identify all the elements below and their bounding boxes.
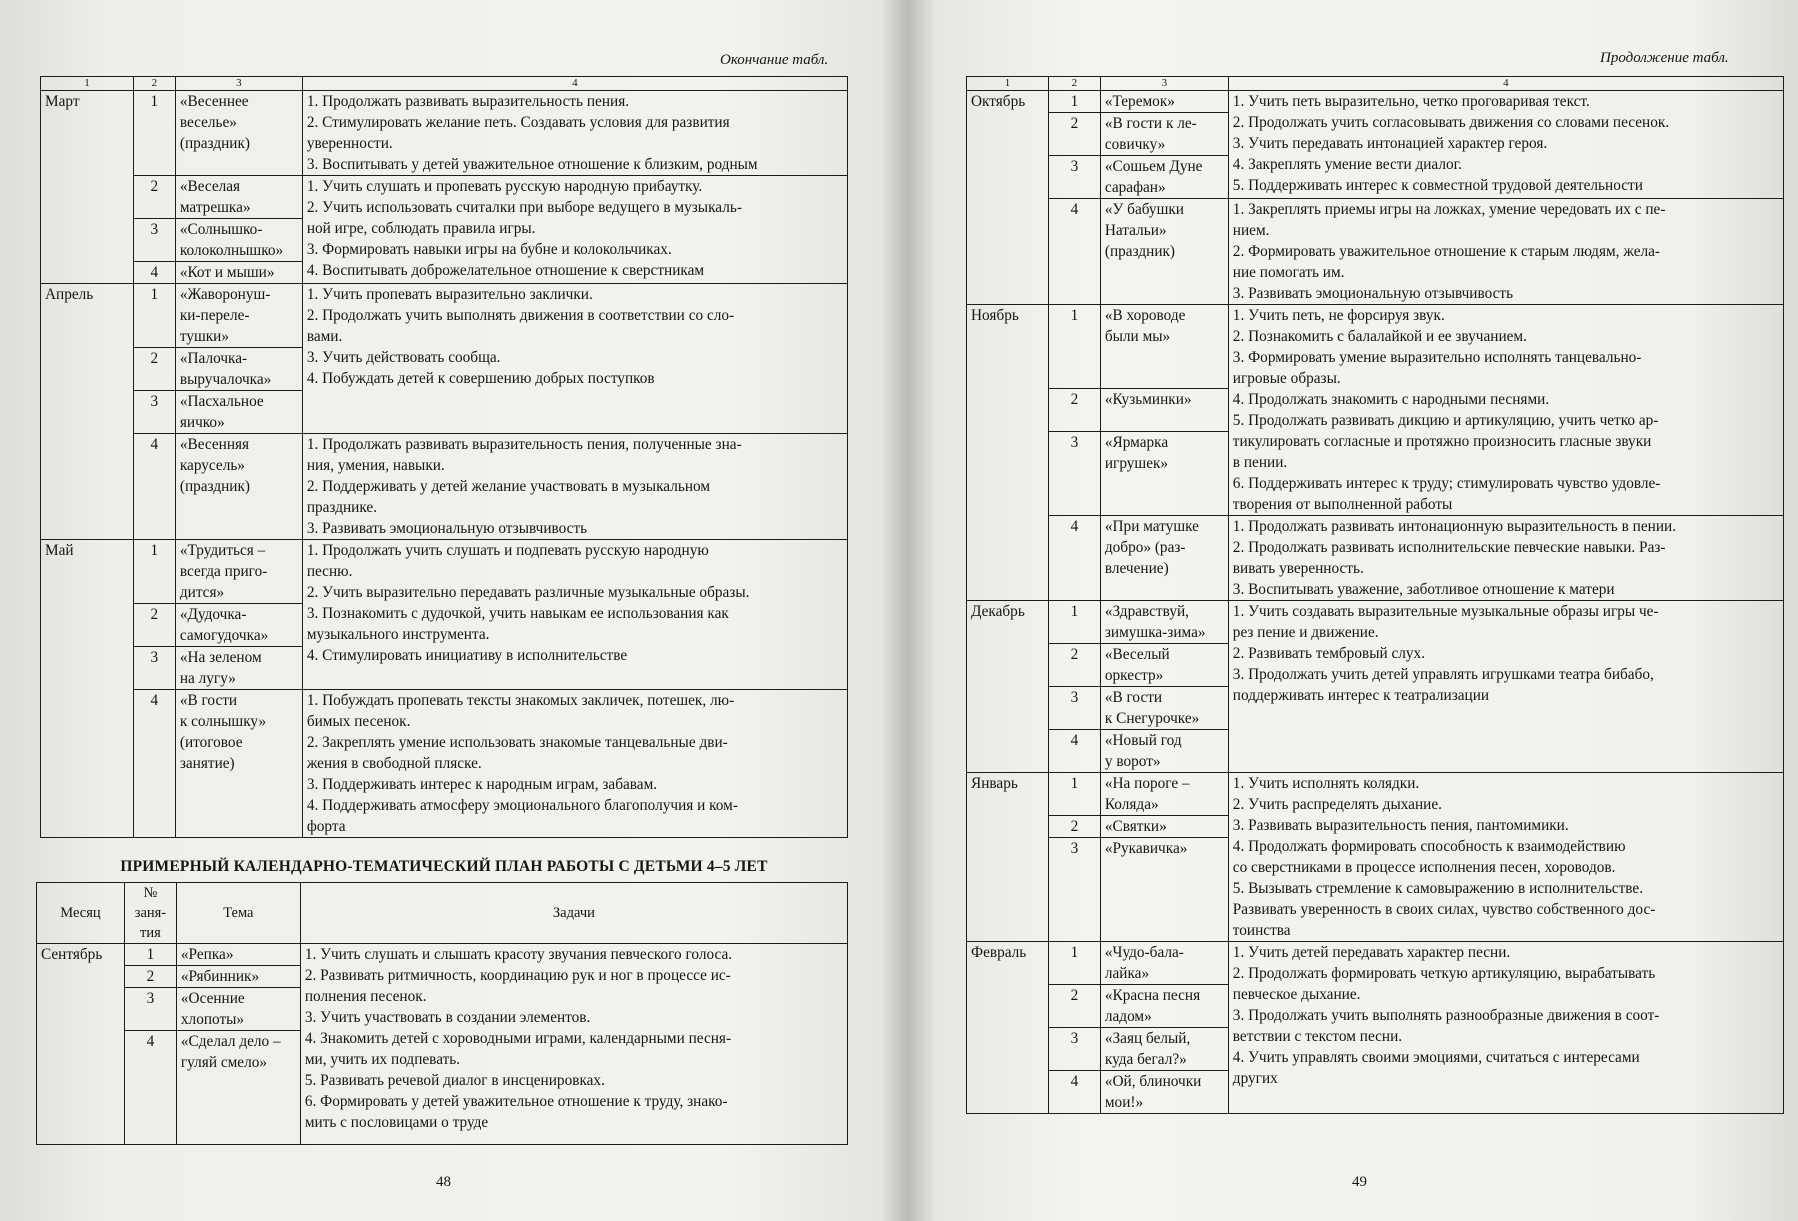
theme-cell: «У бабушки Натальи» (праздник) <box>1100 199 1228 305</box>
theme-cell: «При матушке добро» (раз- влечение) <box>1100 516 1228 601</box>
lesson-num: 2 <box>1048 816 1100 838</box>
plan-title: ПРИМЕРНЫЙ КАЛЕНДАРНО-ТЕМАТИЧЕСКИЙ ПЛАН РАБОТЫ С ДЕТЬМИ 4–5 ЛЕТ <box>120 858 768 875</box>
lesson-num: 4 <box>1048 730 1100 773</box>
header-theme: Тема <box>176 883 300 944</box>
theme-cell: «Святки» <box>1100 816 1228 838</box>
table-plan-4-5 <box>36 882 848 1145</box>
theme-cell: «Жаворонуш- ки-переле- тушки» <box>175 284 302 348</box>
theme-cell: «Ой, блиночки мои!» <box>1100 1071 1228 1114</box>
tasks-cell: 1. Учить детей передавать характер песни. 2. Продолжать формировать четкую артикуляцию, вырабатывать певческое дыхание. 3. Продолжать учить выполнять разнообразные движения в соот- ветствии с текстом песни. 4. Учить управлять своими эмоциями, считаться с интересами других <box>1228 942 1783 1114</box>
theme-cell: «На зеленом на лугу» <box>175 647 302 690</box>
lesson-num: 3 <box>124 988 176 1031</box>
tasks-cell: 1. Учить слушать и слышать красоту звучания певческого голоса. 2. Развивать ритмичность, координацию рук и ног в процессе ис- полнения песенок. 3. Учить участвовать в создании элементов. 4. Знакомить детей с хороводными играми, календарными песня- ми, учить их подпевать. 5. Развивать речевой диалог в инсценировках. 6. Формировать у детей уважительное отношение к труду, знако- мить с пословицами о труде <box>300 944 847 1145</box>
lesson-num: 1 <box>133 284 175 348</box>
lesson-num: 2 <box>133 348 175 391</box>
lesson-num: 4 <box>1048 199 1100 305</box>
theme-cell: «Весенняя карусель» (праздник) <box>175 434 302 540</box>
lesson-num: 1 <box>1048 91 1100 113</box>
header-tasks: Задачи <box>300 883 847 944</box>
table-row <box>37 944 848 966</box>
theme-cell: «Весеннее веселье» (праздник) <box>175 91 302 176</box>
lesson-num: 3 <box>1048 431 1100 515</box>
theme-cell: «Веселая матрешка» <box>175 176 302 219</box>
theme-cell: «В гости к ле- совичку» <box>1100 113 1228 156</box>
lesson-num: 1 <box>1048 305 1100 389</box>
header-month: Месяц <box>37 883 125 944</box>
tasks-cell: 1. Учить создавать выразительные музыкальные образы игры че- рез пение и движение. 2. Развивать тембровый слух. 3. Продолжать учить детей управлять игрушками театра бибабо, поддерживать интерес к театрализации <box>1228 601 1783 773</box>
theme-cell: «Репка» <box>176 944 300 966</box>
theme-cell: «Заяц белый, куда бегал?» <box>1100 1028 1228 1071</box>
table-continuation <box>966 76 1784 1114</box>
table-row <box>967 601 1784 644</box>
lesson-num: 1 <box>133 540 175 604</box>
month-cell: Сентябрь <box>37 944 125 1145</box>
running-title: Окончание табл. <box>720 52 829 68</box>
lesson-num: 2 <box>1048 985 1100 1028</box>
lesson-num: 2 <box>1048 644 1100 687</box>
col-4: 4 <box>1228 77 1783 91</box>
tasks-cell: 1. Продолжать развивать интонационную выразительность в пении. 2. Продолжать развивать исполнительские певческие навыки. Раз- вивать уверенность. 3. Воспитывать уважение, заботливое отношение к матери <box>1228 516 1783 601</box>
month-cell: Октябрь <box>967 91 1049 305</box>
tasks-cell: 1. Закреплять приемы игры на ложках, умение чередовать их с пе- нием. 2. Формировать уважительное отношение к старым людям, жела- ние помогать им. 3. Развивать эмоциональную отзывчивость <box>1228 199 1783 305</box>
tasks-cell: 1. Продолжать развивать выразительность пения. 2. Стимулировать желание петь. Создавать условия для развития уверенности. 3. Воспитывать у детей уважительное отношение к близким, родным <box>302 91 847 176</box>
left-page <box>0 0 880 1221</box>
lesson-num: 3 <box>1048 838 1100 942</box>
table-row <box>967 942 1784 985</box>
theme-cell: «В гости к Снегурочке» <box>1100 687 1228 730</box>
lesson-num: 1 <box>1048 601 1100 644</box>
lesson-num: 1 <box>124 944 176 966</box>
lesson-num: 2 <box>1048 389 1100 432</box>
month-cell: Апрель <box>41 284 134 540</box>
tasks-cell: 1. Побуждать пропевать тексты знакомых закличек, потешек, лю- бимых песенок. 2. Закреплять умение использовать знакомые танцевальные дви- жения в свободной пляске. 3. Поддерживать интерес к народным играм, забавам. 4. Поддерживать атмосферу эмоционального благополучия и ком- форта <box>302 690 847 838</box>
lesson-num: 3 <box>1048 1028 1100 1071</box>
lesson-num: 1 <box>1048 942 1100 985</box>
theme-cell: «Кот и мыши» <box>175 262 302 284</box>
theme-cell: «Кузьминки» <box>1100 389 1228 432</box>
month-cell: Март <box>41 91 134 284</box>
right-page <box>920 0 1798 1221</box>
table-row <box>967 91 1784 113</box>
col-2: 2 <box>1048 77 1100 91</box>
month-cell: Январь <box>967 773 1049 942</box>
theme-cell: «В гости к солнышку» (итоговое занятие) <box>175 690 302 838</box>
theme-cell: «Дудочка- самогудочка» <box>175 604 302 647</box>
lesson-num: 3 <box>133 219 175 262</box>
column-number-row <box>41 77 848 91</box>
tasks-cell: 1. Продолжать развивать выразительность пения, полученные зна- ния, умения, навыки. 2. Поддерживать у детей желание участвовать в музыкальном празднике. 3. Развивать эмоциональную отзывчивость <box>302 434 847 540</box>
theme-cell: «Сошьем Дуне сарафан» <box>1100 156 1228 199</box>
lesson-num: 4 <box>1048 1071 1100 1114</box>
col-1: 1 <box>967 77 1049 91</box>
running-title: Продолжение табл. <box>1600 50 1729 66</box>
table-row <box>967 305 1784 389</box>
lesson-num: 1 <box>133 91 175 176</box>
theme-cell: «Осенние хлопоты» <box>176 988 300 1031</box>
col-2: 2 <box>133 77 175 91</box>
month-cell: Ноябрь <box>967 305 1049 601</box>
tasks-cell: 1. Учить петь, не форсируя звук. 2. Познакомить с балалайкой и ее звучанием. 3. Формировать умение выразительно исполнять танцевально- игровые образы. 4. Продолжать знакомить с народными песнями. 5. Продолжать развивать дикцию и артикуляцию, учить четко ар- тикулировать согласные и протяжно произносить гласные звуки в пении. 6. Поддерживать интерес к труду; стимулировать чувство удовле- творения от выполненной работы <box>1228 305 1783 516</box>
lesson-num: 4 <box>133 434 175 540</box>
lesson-num: 4 <box>133 262 175 284</box>
column-number-row <box>967 77 1784 91</box>
lesson-num: 3 <box>1048 156 1100 199</box>
month-cell: Февраль <box>967 942 1049 1114</box>
lesson-num: 2 <box>1048 113 1100 156</box>
col-3: 3 <box>175 77 302 91</box>
table-row <box>41 540 848 604</box>
table-row <box>41 176 848 219</box>
lesson-num: 3 <box>133 647 175 690</box>
tasks-cell: 1. Учить слушать и пропевать русскую народную прибаутку. 2. Учить использовать считалки при выборе ведущего в музыкаль- ной игре, соблюдать правила игры. 3. Формировать навыки игры на бубне и колокольчиках. 4. Воспитывать доброжелательное отношение к сверстникам <box>302 176 847 284</box>
theme-cell: «В хороводе были мы» <box>1100 305 1228 389</box>
theme-cell: «Трудиться – всегда приго- дится» <box>175 540 302 604</box>
theme-cell: «Ярмарка игрушек» <box>1100 431 1228 515</box>
page-number: 48 <box>436 1174 451 1190</box>
theme-cell: «Здравствуй, зимушка-зима» <box>1100 601 1228 644</box>
table-row <box>967 773 1784 816</box>
page-number: 49 <box>1352 1174 1367 1190</box>
theme-cell: «Рукавичка» <box>1100 838 1228 942</box>
lesson-num: 1 <box>1048 773 1100 816</box>
month-cell: Декабрь <box>967 601 1049 773</box>
table-row <box>967 516 1784 601</box>
tasks-cell: 1. Продолжать учить слушать и подпевать русскую народную песню. 2. Учить выразительно передавать различные музыкальные образы. 3. Познакомить с дудочкой, учить навыкам ее использования как музыкального инструмента. 4. Стимулировать инициативу в исполнительстве <box>302 540 847 690</box>
tasks-cell: 1. Учить пропевать выразительно заклички. 2. Продолжать учить выполнять движения в соответствии со сло- вами. 3. Учить действовать сообща. 4. Побуждать детей к совершению добрых поступков <box>302 284 847 434</box>
lesson-num: 4 <box>124 1031 176 1145</box>
table-row <box>41 434 848 540</box>
table-row <box>41 690 848 838</box>
table-header-row <box>37 883 848 944</box>
lesson-num: 2 <box>124 966 176 988</box>
theme-cell: «Новый год у ворот» <box>1100 730 1228 773</box>
table-continuation <box>40 76 848 838</box>
theme-cell: «Пасхальное яичко» <box>175 391 302 434</box>
theme-cell: «Красна песня ладом» <box>1100 985 1228 1028</box>
theme-cell: «Теремок» <box>1100 91 1228 113</box>
col-3: 3 <box>1100 77 1228 91</box>
lesson-num: 4 <box>133 690 175 838</box>
lesson-num: 3 <box>1048 687 1100 730</box>
table-row <box>41 91 848 176</box>
month-cell: Май <box>41 540 134 838</box>
theme-cell: «Веселый оркестр» <box>1100 644 1228 687</box>
theme-cell: «Солнышко- колоколнышко» <box>175 219 302 262</box>
theme-cell: «Чудо-бала- лайка» <box>1100 942 1228 985</box>
header-lesson-number: № заня- тия <box>124 883 176 944</box>
lesson-num: 4 <box>1048 516 1100 601</box>
col-4: 4 <box>302 77 847 91</box>
theme-cell: «Сделал дело – гуляй смело» <box>176 1031 300 1145</box>
theme-cell: «На пороге – Коляда» <box>1100 773 1228 816</box>
lesson-num: 3 <box>133 391 175 434</box>
table-row <box>41 284 848 348</box>
tasks-cell: 1. Учить петь выразительно, четко проговаривая текст. 2. Продолжать учить согласовывать движения со словами песенок. 3. Учить передавать интонацией характер героя. 4. Закреплять умение вести диалог. 5. Поддерживать интерес к совместной трудовой деятельности <box>1228 91 1783 199</box>
theme-cell: «Палочка- выручалочка» <box>175 348 302 391</box>
col-1: 1 <box>41 77 134 91</box>
theme-cell: «Рябинник» <box>176 966 300 988</box>
tasks-cell: 1. Учить исполнять колядки. 2. Учить распределять дыхание. 3. Развивать выразительность пения, пантомимики. 4. Продолжать формировать способность к взаимодействию со сверстниками в процессе исполнения песен, хороводов. 5. Вызывать стремление к самовыражению в исполнительстве. Развивать уверенность в своих силах, чувство собственного дос- тоинства <box>1228 773 1783 942</box>
lesson-num: 2 <box>133 604 175 647</box>
lesson-num: 2 <box>133 176 175 219</box>
table-row <box>967 199 1784 305</box>
